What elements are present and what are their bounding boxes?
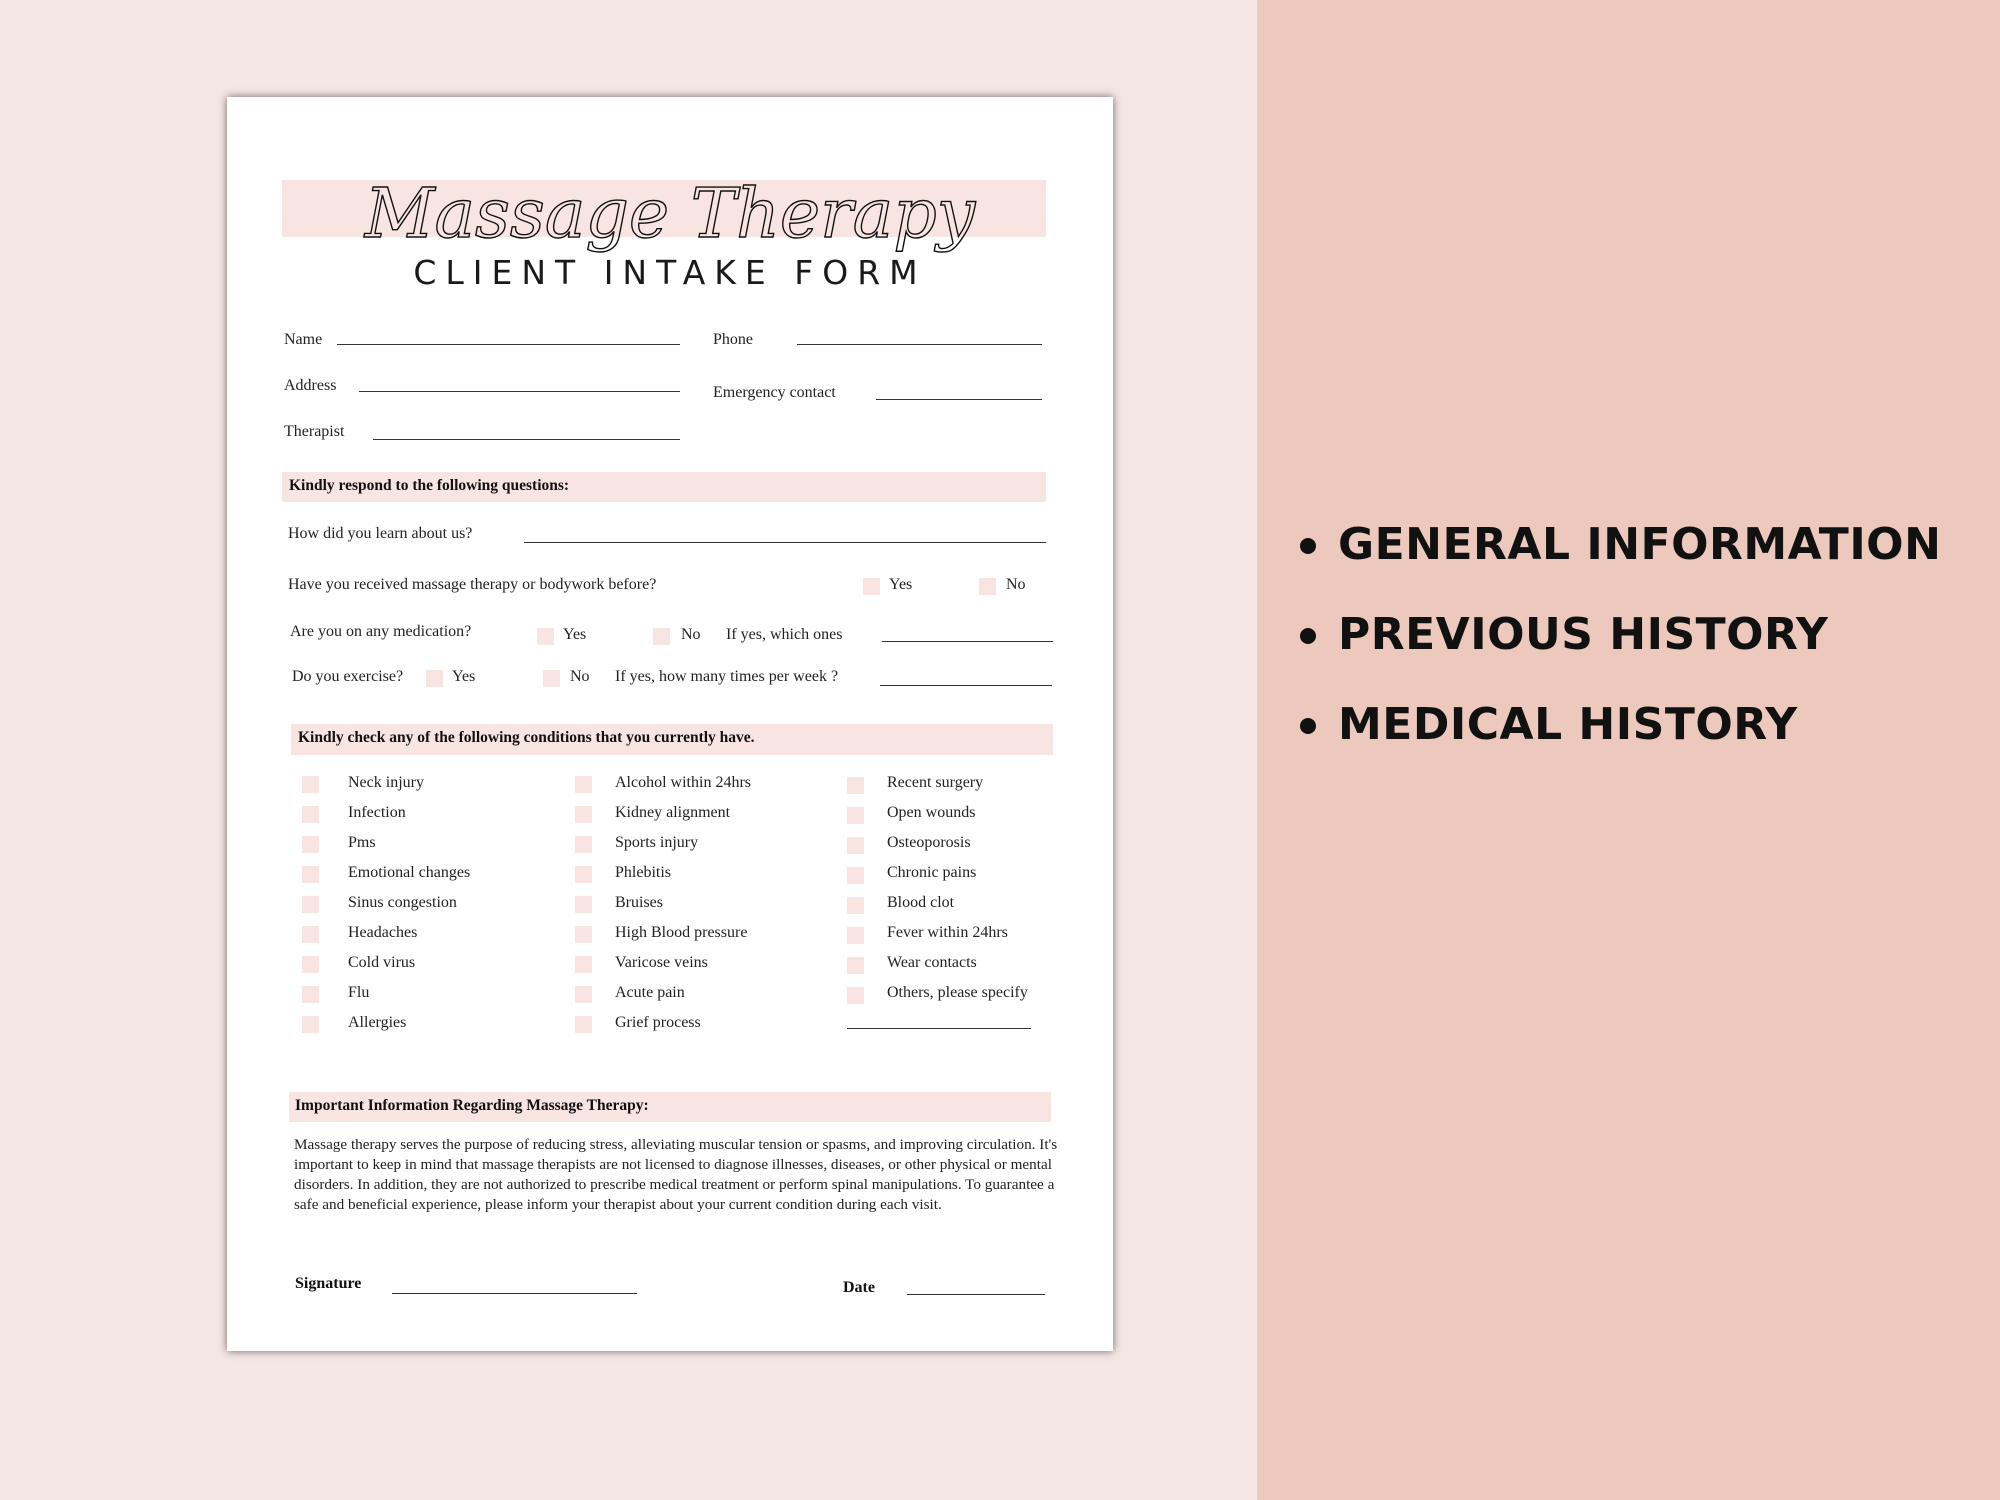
exercise-no-label: No xyxy=(570,668,590,685)
questions-header: Kindly respond to the following questions: xyxy=(289,477,570,494)
condition-label: Pms xyxy=(348,834,376,851)
received-question: Have you received massage therapy or bodywork before? xyxy=(288,576,657,593)
condition-label: Chronic pains xyxy=(887,864,977,881)
address-field[interactable] xyxy=(359,391,680,392)
condition-checkbox[interactable] xyxy=(302,866,319,883)
condition-label: Allergies xyxy=(348,1014,407,1031)
condition-checkbox[interactable] xyxy=(302,776,319,793)
condition-checkbox[interactable] xyxy=(575,956,592,973)
condition-label: Alcohol within 24hrs xyxy=(615,774,751,791)
medication-no-label: No xyxy=(681,626,701,643)
condition-label: Others, please specify xyxy=(887,984,1028,1001)
exercise-yes-label: Yes xyxy=(452,668,476,685)
condition-label: Infection xyxy=(348,804,406,821)
exercise-followup-field[interactable] xyxy=(880,685,1052,686)
condition-label: Neck injury xyxy=(348,774,424,791)
learn-answer-field[interactable] xyxy=(524,542,1046,543)
date-field[interactable] xyxy=(907,1294,1045,1295)
exercise-no-checkbox[interactable] xyxy=(543,670,560,687)
condition-label: Cold virus xyxy=(348,954,416,971)
medication-followup-field[interactable] xyxy=(882,641,1053,642)
phone-label: Phone xyxy=(713,331,753,348)
condition-checkbox[interactable] xyxy=(847,807,864,824)
exercise-followup-label: If yes, how many times per week ? xyxy=(615,668,839,685)
condition-label: High Blood pressure xyxy=(615,924,748,941)
feature-item xyxy=(1300,512,1941,602)
condition-checkbox[interactable] xyxy=(302,986,319,1003)
condition-label: Flu xyxy=(348,984,370,1001)
condition-label: Sports injury xyxy=(615,834,699,851)
feature-item xyxy=(1300,692,1941,782)
medication-question: Are you on any medication? xyxy=(290,623,472,640)
received-yes-label: Yes xyxy=(889,576,913,593)
emergency-contact-label: Emergency contact xyxy=(713,384,836,401)
phone-field[interactable] xyxy=(797,344,1042,345)
condition-checkbox[interactable] xyxy=(302,926,319,943)
condition-checkbox[interactable] xyxy=(575,866,592,883)
condition-checkbox[interactable] xyxy=(575,806,592,823)
signature-label: Signature xyxy=(295,1275,362,1292)
condition-label: Headaches xyxy=(348,924,418,941)
condition-checkbox[interactable] xyxy=(575,926,592,943)
condition-label: Osteoporosis xyxy=(887,834,971,851)
condition-label: Kidney alignment xyxy=(615,804,731,821)
name-label: Name xyxy=(284,331,323,348)
info-paragraph: Massage therapy serves the purpose of reducing stress, alleviating muscular tension or spasms, and improving circulation. It's important to keep in mind that massage therapists are not licensed to diagnose illnesses, diseases, or other physical or mental disorders. In addition, they are not authorized to prescribe medical treatment or perform spinal manipulations. To guarantee a safe and beneficial experience, please inform your therapist about your current condition during each visit. xyxy=(294,1136,1058,1213)
condition-label: Phlebitis xyxy=(615,864,672,881)
condition-checkbox[interactable] xyxy=(302,956,319,973)
condition-checkbox[interactable] xyxy=(847,927,864,944)
bullet-icon xyxy=(1300,718,1316,734)
feature-label: GENERAL INFORMATION xyxy=(1338,519,1942,570)
exercise-question: Do you exercise? xyxy=(292,668,404,685)
conditions-header: Kindly check any of the following conditions that you currently have. xyxy=(298,729,755,746)
condition-checkbox[interactable] xyxy=(575,1016,592,1033)
therapist-label: Therapist xyxy=(284,423,345,440)
feature-label: MEDICAL HISTORY xyxy=(1338,699,1798,750)
condition-checkbox[interactable] xyxy=(575,896,592,913)
condition-label: Wear contacts xyxy=(887,954,977,971)
condition-checkbox[interactable] xyxy=(847,837,864,854)
info-header: Important Information Regarding Massage Therapy: xyxy=(295,1097,649,1114)
condition-label: Grief process xyxy=(615,1014,701,1031)
condition-label: Blood clot xyxy=(887,894,955,911)
name-field[interactable] xyxy=(337,344,680,345)
condition-label: Varicose veins xyxy=(615,954,708,971)
intake-form-sheet xyxy=(227,97,1113,1351)
condition-checkbox[interactable] xyxy=(575,836,592,853)
condition-checkbox[interactable] xyxy=(302,836,319,853)
emergency-contact-field[interactable] xyxy=(876,399,1042,400)
others-specify-field[interactable] xyxy=(847,1028,1031,1029)
condition-label: Recent surgery xyxy=(887,774,984,791)
script-title-text: Massage Therapy xyxy=(364,175,976,254)
condition-label: Acute pain xyxy=(615,984,685,1001)
exercise-yes-checkbox[interactable] xyxy=(426,670,443,687)
condition-checkbox[interactable] xyxy=(847,897,864,914)
therapist-field[interactable] xyxy=(373,439,680,440)
condition-label: Bruises xyxy=(615,894,663,911)
feature-item xyxy=(1300,602,1941,692)
condition-label: Open wounds xyxy=(887,804,976,821)
date-label: Date xyxy=(843,1279,875,1296)
condition-checkbox[interactable] xyxy=(302,1016,319,1033)
condition-checkbox[interactable] xyxy=(302,806,319,823)
condition-label: Sinus congestion xyxy=(348,894,457,911)
condition-label: Emotional changes xyxy=(348,864,471,881)
condition-label: Fever within 24hrs xyxy=(887,924,1008,941)
condition-checkbox[interactable] xyxy=(847,957,864,974)
condition-checkbox[interactable] xyxy=(575,986,592,1003)
received-yes-checkbox[interactable] xyxy=(863,578,880,595)
signature-field[interactable] xyxy=(392,1293,637,1294)
condition-checkbox[interactable] xyxy=(847,867,864,884)
address-label: Address xyxy=(284,377,337,394)
condition-checkbox[interactable] xyxy=(575,776,592,793)
condition-checkbox[interactable] xyxy=(847,777,864,794)
received-no-checkbox[interactable] xyxy=(979,578,996,595)
condition-checkbox[interactable] xyxy=(847,987,864,1004)
medication-yes-label: Yes xyxy=(563,626,587,643)
condition-checkbox[interactable] xyxy=(302,896,319,913)
medication-yes-checkbox[interactable] xyxy=(537,628,554,645)
received-no-label: No xyxy=(1006,576,1026,593)
form-subtitle: CLIENT INTAKE FORM xyxy=(413,253,927,292)
feature-label: PREVIOUS HISTORY xyxy=(1338,609,1829,660)
feature-list xyxy=(1300,512,1941,782)
bullet-icon xyxy=(1300,628,1316,644)
medication-no-checkbox[interactable] xyxy=(653,628,670,645)
medication-followup-label: If yes, which ones xyxy=(726,626,843,643)
bullet-icon xyxy=(1300,538,1316,554)
learn-question: How did you learn about us? xyxy=(288,525,473,542)
